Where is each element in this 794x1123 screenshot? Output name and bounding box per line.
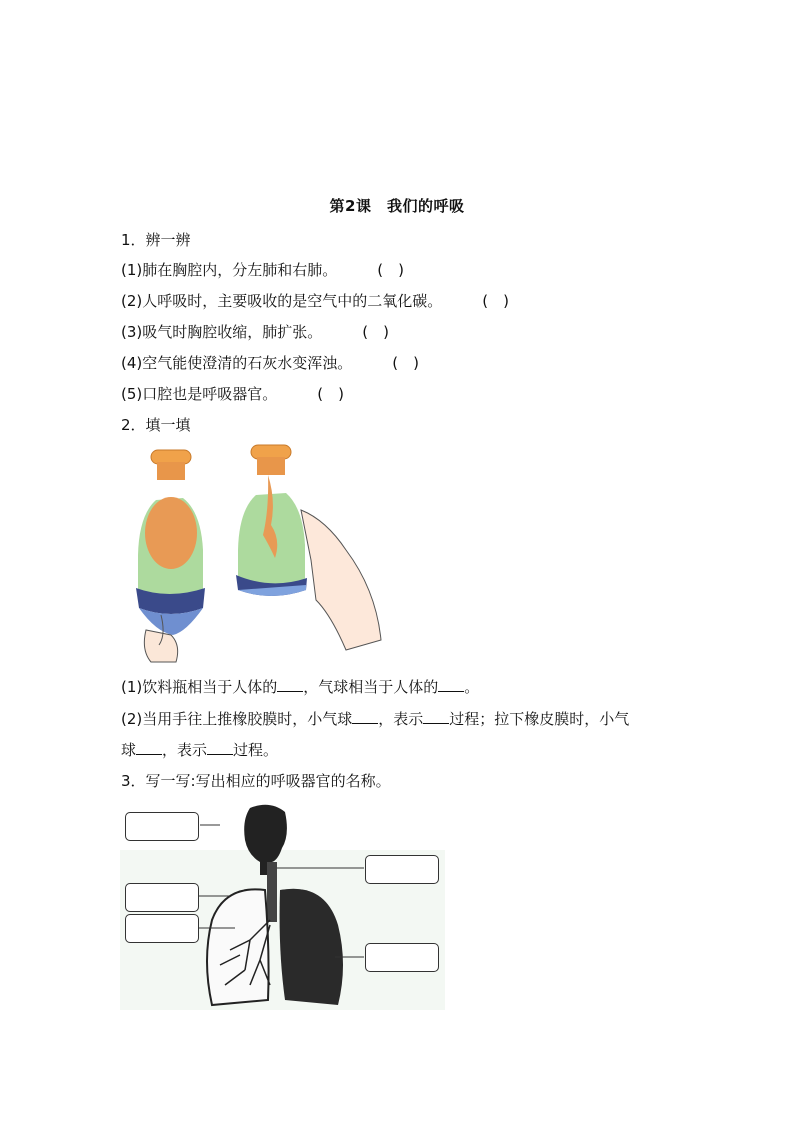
q1-item-5 [121,383,344,404]
q1-item-text: (1)肺在胸腔内，分左肺和右肺。 [121,261,338,279]
q2-text: (2)当用手往上推橡胶膜时，小气球 [121,710,353,728]
answer-bracket[interactable]: ( ) [392,354,419,372]
organ-label-box-throat[interactable] [365,855,439,884]
q1-item-text: (3)吸气时胸腔收缩，肺扩张。 [121,323,323,341]
q1-item-text: (5)口腔也是呼吸器官。 [121,385,278,403]
q1-item-text: (2)人呼吸时，主要吸收的是空气中的二氧化碳。 [121,292,443,310]
q2-text: 。 [464,678,480,696]
bottle-lung-model-illustration [121,440,391,665]
q2-text: (1)饮料瓶相当于人体的 [121,678,278,696]
organ-label-box-trachea[interactable] [125,883,199,912]
q1-item-4 [121,352,419,373]
answer-blank[interactable] [438,677,464,692]
answer-bracket[interactable]: ( ) [362,323,389,341]
q1-item-text: (4)空气能使澄清的石灰水变浑浊。 [121,354,353,372]
bottle-right [236,445,381,650]
q2-text: 球 [121,741,137,759]
q1-heading: 1．辨一辨 [121,231,191,249]
answer-blank[interactable] [207,740,233,755]
q2-line-1 [121,676,479,697]
answer-bracket[interactable]: ( ) [317,385,344,403]
q1-item-2 [121,290,509,311]
q2-text: 过程；拉下橡皮膜时，小气 [449,710,630,728]
answer-blank[interactable] [423,709,449,724]
q2-text: ，表示 [162,741,208,759]
bottle-left [136,450,205,662]
answer-bracket[interactable]: ( ) [482,292,509,310]
answer-blank[interactable] [352,709,378,724]
q2-line-2 [121,708,629,729]
q2-text: 过程。 [233,741,279,759]
q1-item-1 [121,259,404,280]
answer-blank[interactable] [277,677,303,692]
q3-heading: 3．写一写:写出相应的呼吸器官的名称。 [121,772,391,790]
answer-blank[interactable] [136,740,162,755]
organ-label-box-lung[interactable] [365,943,439,972]
page-title: 第2课 我们的呼吸 [329,197,465,215]
organ-label-box-bronchi[interactable] [125,914,199,943]
organ-label-box-nose[interactable] [125,812,199,841]
q2-heading: 2．填一填 [121,416,191,434]
q1-item-3 [121,321,389,342]
q2-text: ，表示 [378,710,424,728]
answer-bracket[interactable]: ( ) [377,261,404,279]
q2-text: ，气球相当于人体的 [303,678,439,696]
q2-line-3 [121,739,278,760]
